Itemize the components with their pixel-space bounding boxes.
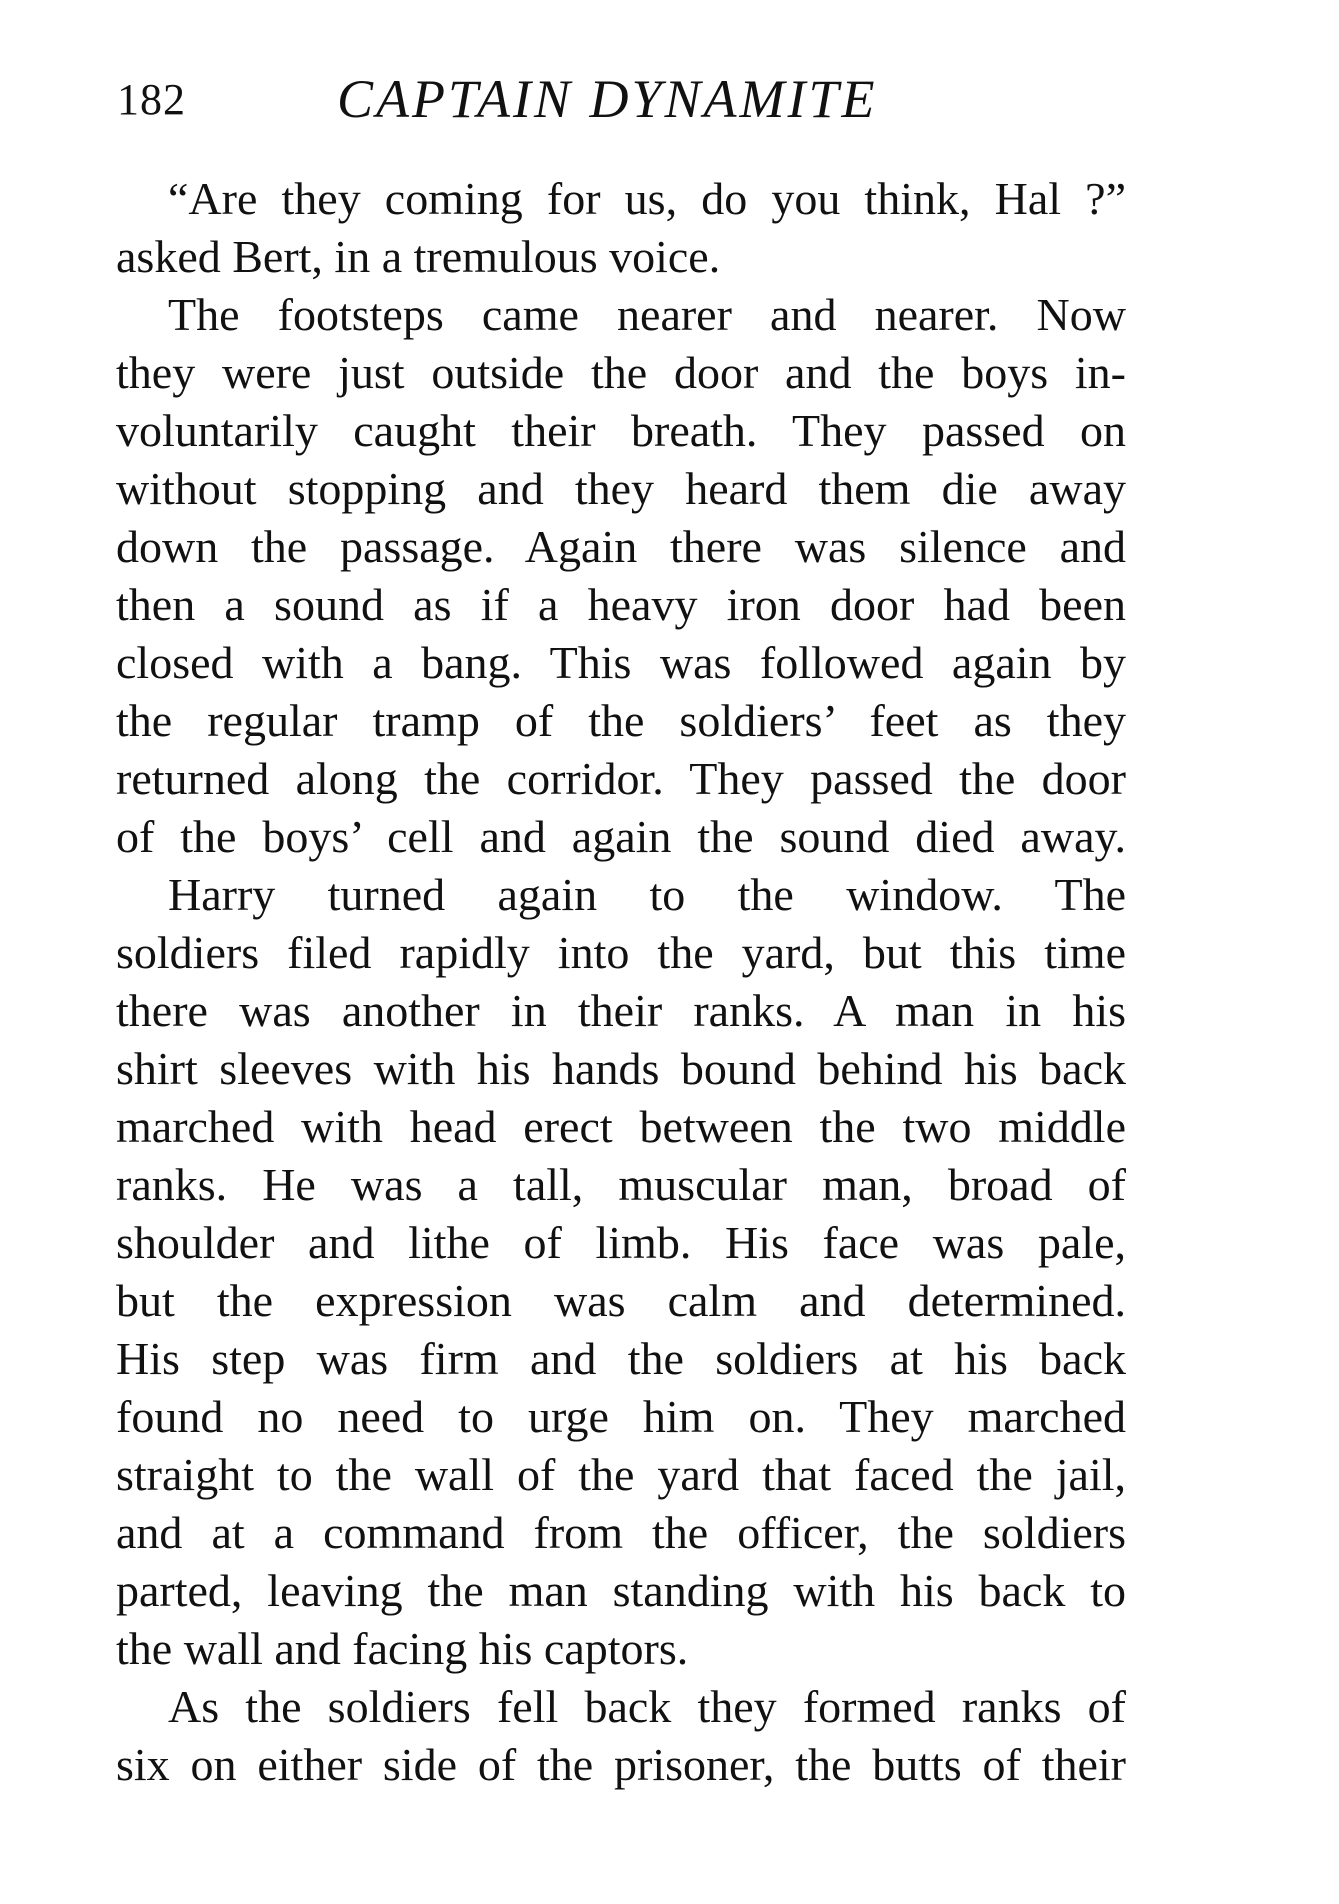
text-line: the wall and facing his captors. [116, 1623, 689, 1674]
text-line: voluntarily caught their breath. They passed on [116, 405, 1126, 456]
text-line: shoulder and lithe of limb. His face was pale, [116, 1217, 1126, 1268]
text-line: down the passage. Again there was silence and [116, 521, 1126, 572]
text-line: straight to the wall of the yard that faced the jail, [116, 1449, 1126, 1500]
text-line: then a sound as if a heavy iron door had been [116, 579, 1126, 630]
text-line: they were just outside the door and the boys in- [116, 347, 1126, 398]
text-line: found no need to urge him on. They marched [116, 1391, 1126, 1442]
text-line: The footsteps came nearer and nearer. Now [168, 289, 1126, 340]
body-text [116, 170, 1126, 1794]
running-head [117, 68, 1117, 138]
page-number: 182 [117, 75, 186, 124]
text-line: marched with head erect between the two middle [116, 1101, 1126, 1152]
text-line: of the boys’ cell and again the sound died away. [116, 811, 1126, 862]
text-line: As the soldiers fell back they formed ranks of [168, 1681, 1126, 1732]
text-line: and at a command from the officer, the soldiers [116, 1507, 1126, 1558]
text-line: but the expression was calm and determined. [116, 1275, 1126, 1326]
text-line: shirt sleeves with his hands bound behind his back [116, 1043, 1126, 1094]
text-line: “Are they coming for us, do you think, Hal ?” [168, 173, 1126, 224]
text-line: ranks. He was a tall, muscular man, broad of [116, 1159, 1126, 1210]
text-line: parted, leaving the man standing with his back to [116, 1565, 1126, 1616]
text-line: asked Bert, in a tremulous voice. [116, 231, 721, 282]
running-title: CAPTAIN DYNAMITE [337, 69, 878, 129]
text-line: six on either side of the prisoner, the butts of their [116, 1739, 1126, 1790]
text-line: closed with a bang. This was followed again by [116, 637, 1126, 688]
text-line: soldiers filed rapidly into the yard, but this time [116, 927, 1126, 978]
text-line: His step was firm and the soldiers at his back [116, 1333, 1126, 1384]
text-line: Harry turned again to the window. The [168, 869, 1126, 920]
text-line: the regular tramp of the soldiers’ feet as they [116, 695, 1126, 746]
text-line: without stopping and they heard them die away [116, 463, 1126, 514]
text-line: returned along the corridor. They passed the door [116, 753, 1126, 804]
text-line: there was another in their ranks. A man in his [116, 985, 1126, 1036]
